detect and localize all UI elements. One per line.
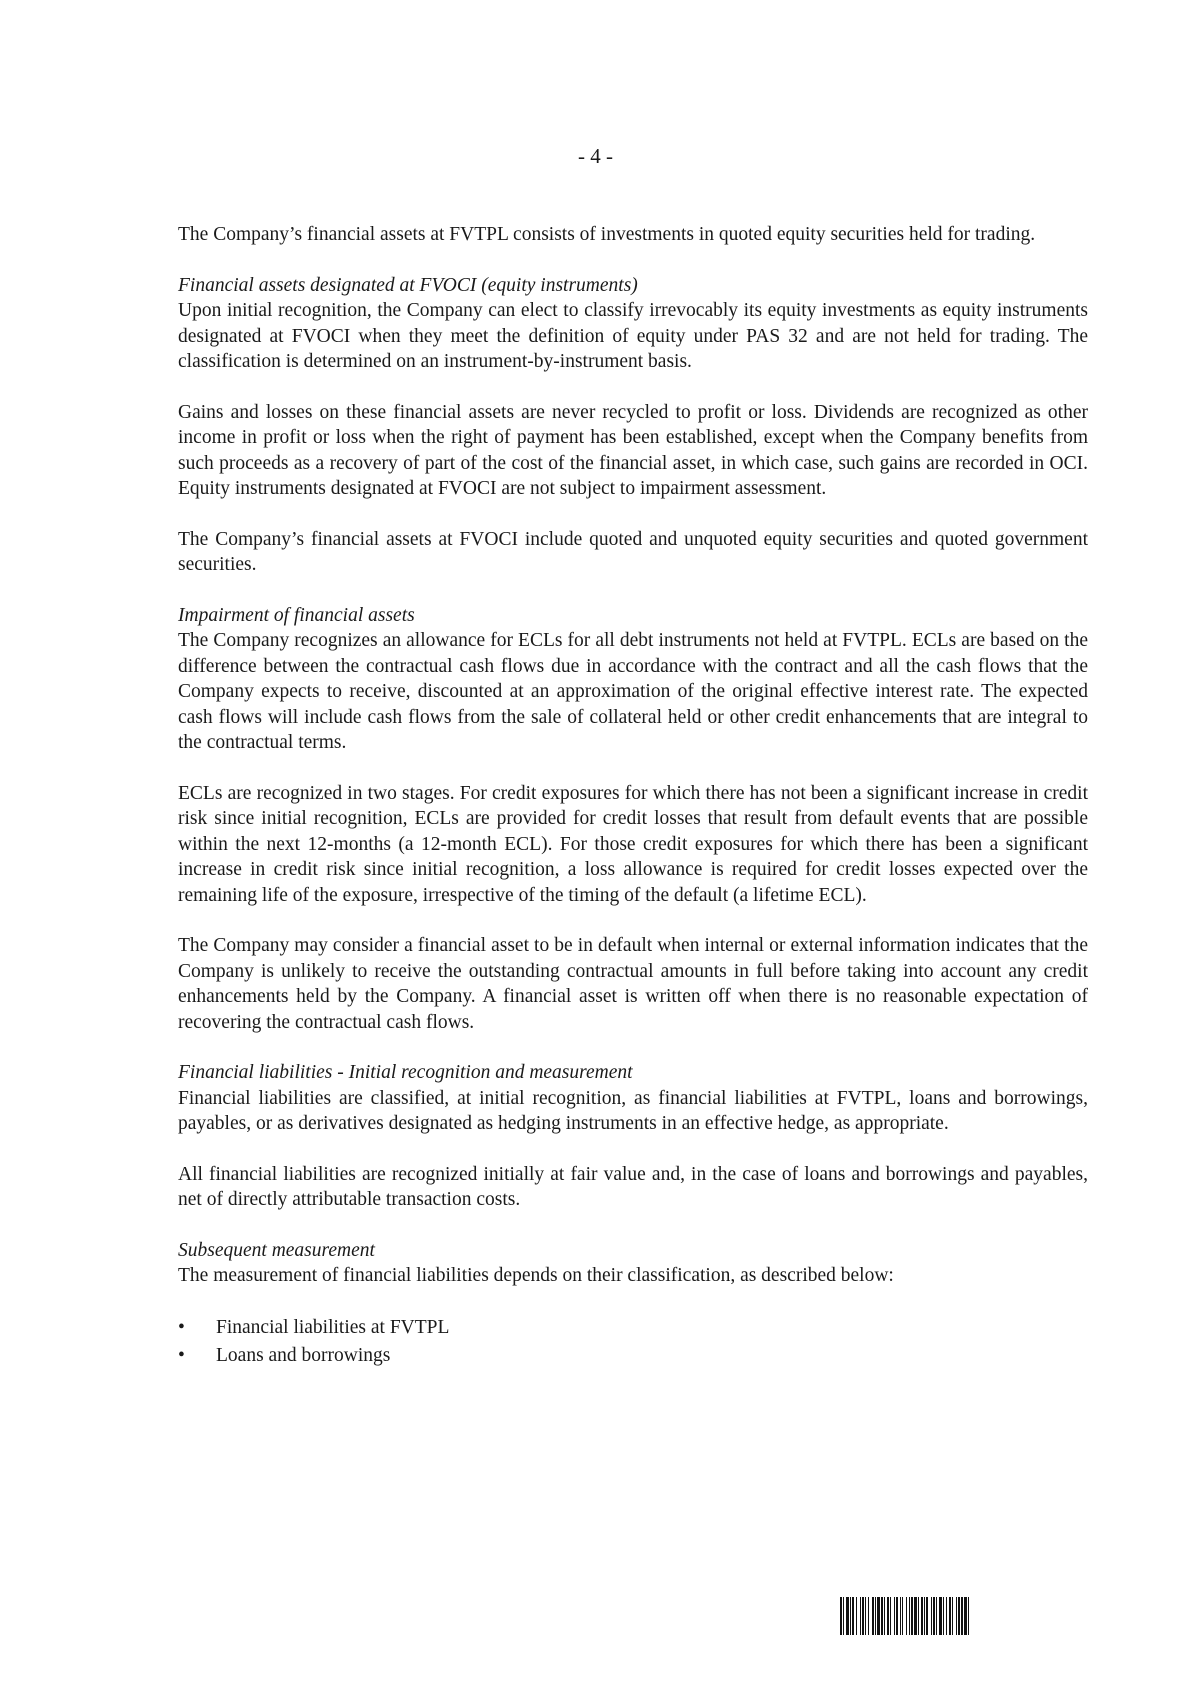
paragraph: The measurement of financial liabilities depends on their classification, as described below: — [178, 1265, 894, 1286]
section-heading-fvoci: Financial assets designated at FVOCI (equity instruments) — [178, 274, 638, 296]
section-heading-impairment: Impairment of financial assets — [178, 604, 415, 626]
page-number: - 4 - — [578, 144, 613, 168]
paragraph: The Company’s financial assets at FVOCI include quoted and unquoted equity securities and quoted government securities. — [178, 528, 1088, 575]
paragraph: The Company may consider a financial asset to be in default when internal or external information indicates that the Company is unlikely to receive the outstanding contractual amounts in full before taking into account any credit enhancements held by the Company. A financial asset is written off when there is no reasonable expectation of recovering the contractual cash flows. — [178, 935, 1088, 1033]
section-heading-subsequent: Subsequent measurement — [178, 1239, 375, 1261]
list-item: • Loans and borrowings — [178, 1342, 1088, 1370]
paragraph: Upon initial recognition, the Company can elect to classify irrevocably its equity investments as equity instruments designated at FVOCI when they meet the definition of equity under PAS 32 and are not held for trading. The classification is determined on an instrument-by-instrument basis. — [178, 300, 1088, 372]
paragraph: Financial liabilities are classified, at initial recognition, as financial liabilities at FVTPL, loans and borrowings, payables, or as derivatives designated as hedging instruments in an effective hedge, as appropriate. — [178, 1087, 1088, 1134]
bullet-list — [178, 1314, 1088, 1370]
barcode-icon — [840, 1597, 1088, 1635]
section-heading-liabilities: Financial liabilities - Initial recognition and measurement — [178, 1062, 633, 1083]
document-body — [178, 222, 1088, 1370]
intro-paragraph: The Company’s financial assets at FVTPL consists of investments in quoted equity securities held for trading. — [178, 224, 1036, 245]
paragraph: ECLs are recognized in two stages. For credit exposures for which there has not been a significant increase in credit risk since initial recognition, ECLs are provided for credit losses that result from default events that are possible within the next 12-months (a 12-month ECL). For those credit exposures for which there has been a significant increase in credit risk since initial recognition, a loss allowance is required for credit losses expected over the remaining life of the exposure, irrespective of the timing of the default (a lifetime ECL). — [178, 782, 1088, 906]
paragraph: The Company recognizes an allowance for ECLs for all debt instruments not held at FVTPL. ECLs are based on the difference between the contractual cash flows due in accordance with the contract and all the cash flows that the Company expects to receive, discounted at an approximation of the original effective interest rate. The expected cash flows will include cash flows from the sale of collateral held or other credit enhancements that are integral to the contractual terms. — [178, 630, 1088, 753]
paragraph: Gains and losses on these financial assets are never recycled to profit or loss. Dividends are recognized as other income in profit or loss when the right of payment has been established, except when the Company benefits from such proceeds as a recovery of part of the cost of the financial asset, in which case, such gains are recorded in OCI. Equity instruments designated at FVOCI are not subject to impairment assessment. — [178, 401, 1088, 499]
list-item: • Financial liabilities at FVTPL — [178, 1314, 1088, 1342]
paragraph: All financial liabilities are recognized initially at fair value and, in the case of loans and borrowings and payables, net of directly attributable transaction costs. — [178, 1163, 1088, 1210]
